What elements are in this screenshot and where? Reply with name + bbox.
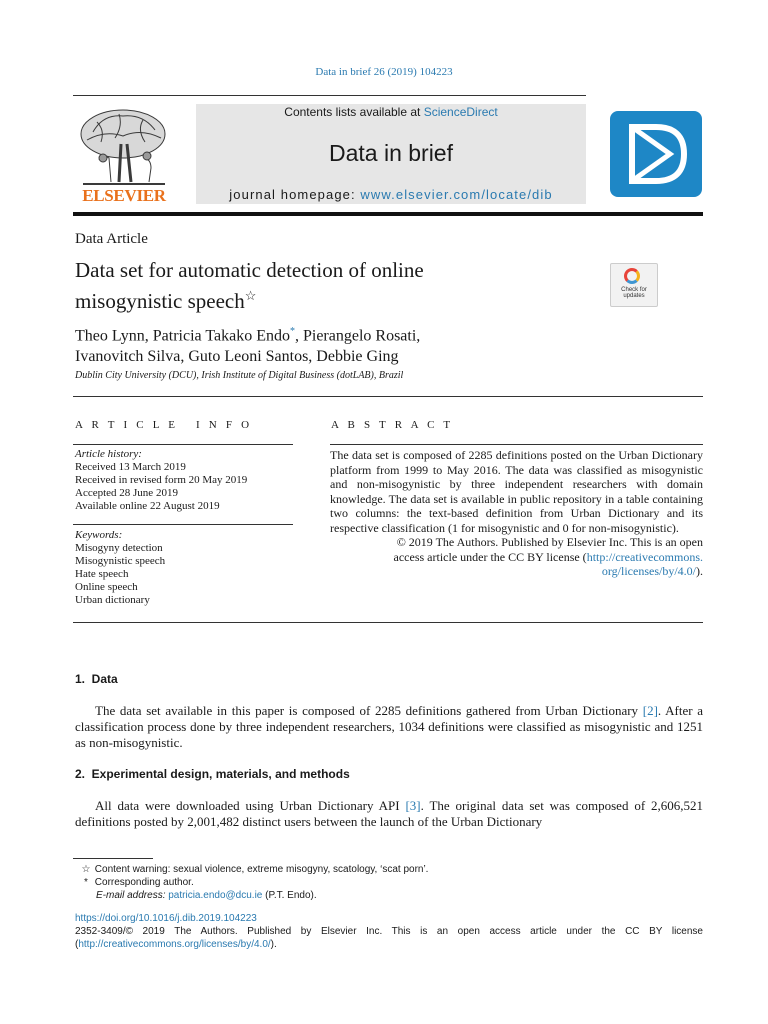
s2-text: All data were downloaded using Urban Dictionary API	[95, 798, 406, 813]
keywords	[75, 529, 165, 607]
reference-link[interactable]: [2]	[642, 703, 658, 718]
footer-license-link[interactable]: http://creativecommons.org/licenses/by/4.0/	[78, 939, 271, 950]
abstract-text: The data set is composed of 2285 definitions posted on the Urban Dictionary platform from 1999 to May 2016. The data was classified as misogynistic and non-misogynistic by three independent researchers with domain knowledge. The data set is available in public repository in a table containing two columns: the text-based definition from Urban Dictionary and its respective classification (1 for misogynistic and 0 for non-misogynistic).	[330, 448, 703, 535]
contents-available-line	[196, 105, 586, 119]
homepage-prefix: journal homepage:	[229, 187, 361, 202]
authors-line-2: Ivanovitch Silva, Guto Leoni Santos, Debbie Ging	[75, 348, 399, 366]
title-footnote-mark[interactable]: ☆	[244, 288, 257, 303]
keyword: Online speech	[75, 581, 138, 593]
contents-prefix: Contents lists available at	[284, 105, 424, 119]
footer-license-suffix: ).	[270, 939, 277, 950]
dib-logo-icon	[610, 111, 702, 197]
license-link-cont[interactable]: org/licenses/by/4.0/	[601, 564, 696, 578]
sciencedirect-link[interactable]: ScienceDirect	[423, 105, 498, 119]
homepage-link[interactable]: www.elsevier.com/locate/dib	[360, 187, 553, 202]
footnote-rule	[73, 858, 153, 859]
keyword: Urban dictionary	[75, 594, 150, 606]
article-type: Data Article	[75, 231, 148, 247]
keyword: Misogyny detection	[75, 542, 163, 554]
footer-license-text: 2352-3409/© 2019 The Authors. Published by Elsevier Inc. This is an open access article under the CC BY license (	[75, 926, 703, 950]
keyword: Hate speech	[75, 568, 129, 580]
journal-reference[interactable]: Data in brief 26 (2019) 104223	[315, 66, 453, 78]
email-link[interactable]: patricia.endo@dcu.ie	[168, 890, 263, 901]
doi-link[interactable]: https://doi.org/10.1016/j.dib.2019.104223	[75, 913, 257, 924]
authors-part-2: , Pierangelo Rosati,	[294, 327, 421, 345]
publisher-wordmark: ELSEVIER	[82, 186, 166, 205]
keyword: Misogynistic speech	[75, 555, 166, 567]
keywords-rule	[73, 524, 293, 525]
footnote-corresponding	[80, 876, 428, 889]
keywords-label: Keywords:	[75, 529, 123, 541]
title-line-1: Data set for automatic detection of online	[75, 258, 424, 282]
header-bottom-rule	[73, 212, 703, 216]
article-history	[75, 448, 247, 513]
s1-text-cont: . After a classification process done by three independent researchers, 1034 definitions were classified as misogynistic and 1251 as non-misogynistic.	[75, 703, 703, 750]
email-suffix: (P.T. Endo).	[262, 890, 317, 901]
authors-part-1: Theo Lynn, Patricia Takako Endo	[75, 327, 290, 345]
author-list	[75, 321, 635, 367]
abstract-heading: A B S T R A C T	[331, 419, 454, 431]
affiliation: Dublin City University (DCU), Irish Institute of Digital Business (dotLAB), Brazil	[75, 370, 404, 381]
journal-homepage-line	[196, 187, 586, 202]
footnote-mark: *	[84, 877, 88, 888]
section-heading-methods: 2. Experimental design, materials, and methods	[75, 767, 350, 781]
section-heading-data: 1. Data	[75, 672, 118, 686]
header-top-rule	[73, 95, 586, 96]
article-title	[75, 257, 575, 314]
data-in-brief-logo	[610, 111, 702, 197]
footnote-text: Corresponding author.	[94, 877, 194, 888]
history-label: Article history:	[75, 448, 142, 460]
abstract-copyright	[330, 535, 703, 579]
footnote-text: Content warning: sexual violence, extreme misogyny, scatology, ‘scat porn’.	[94, 864, 429, 875]
history-item: Received 13 March 2019	[75, 461, 186, 473]
article-info-heading: A R T I C L E I N F O	[75, 419, 253, 431]
email-label: E-mail address:	[96, 890, 169, 901]
tree-icon	[73, 104, 175, 188]
article-info-rule	[73, 444, 293, 445]
journal-name: Data in brief	[328, 140, 453, 166]
history-item: Accepted 28 June 2019	[75, 487, 178, 499]
page-footer	[75, 912, 703, 951]
abstract-body	[330, 448, 703, 579]
footnote-content-warning	[80, 863, 428, 876]
section-body-data	[75, 703, 703, 751]
reference-link[interactable]: [3]	[405, 798, 421, 813]
check-for-updates-badge[interactable]	[610, 263, 658, 307]
copyright-suffix: ).	[696, 564, 703, 578]
footnotes	[80, 863, 428, 902]
corresponding-author-mark[interactable]: *	[289, 326, 295, 337]
divider	[73, 396, 703, 397]
copyright-line-1: © 2019 The Authors. Published by Elsevier Inc. This is an open	[396, 535, 703, 549]
s1-text: The data set available in this paper is composed of 2285 definitions gathered from Urban Dictionary	[95, 703, 643, 718]
elsevier-logo	[73, 104, 175, 206]
section-body-methods	[75, 798, 703, 830]
s2-text-cont: . The original data set was composed of 2,606,521 definitions posted by 2,001,482 distinct users between the launch of the Urban Dictionary	[75, 798, 704, 829]
abstract-rule	[330, 444, 703, 445]
license-link[interactable]: http://creativecommons.	[586, 549, 703, 564]
check-updates-icon	[624, 268, 640, 284]
footnote-mark: ☆	[81, 864, 91, 875]
history-item: Received in revised form 20 May 2019	[75, 474, 248, 486]
title-line-2: misogynistic speech	[75, 289, 245, 313]
footnote-email	[80, 889, 428, 902]
check-updates-label: Check for updates	[621, 287, 647, 299]
divider	[73, 622, 703, 623]
history-item: Available online 22 August 2019	[75, 500, 220, 512]
copyright-line-2: access article under the CC BY license (	[393, 549, 587, 564]
